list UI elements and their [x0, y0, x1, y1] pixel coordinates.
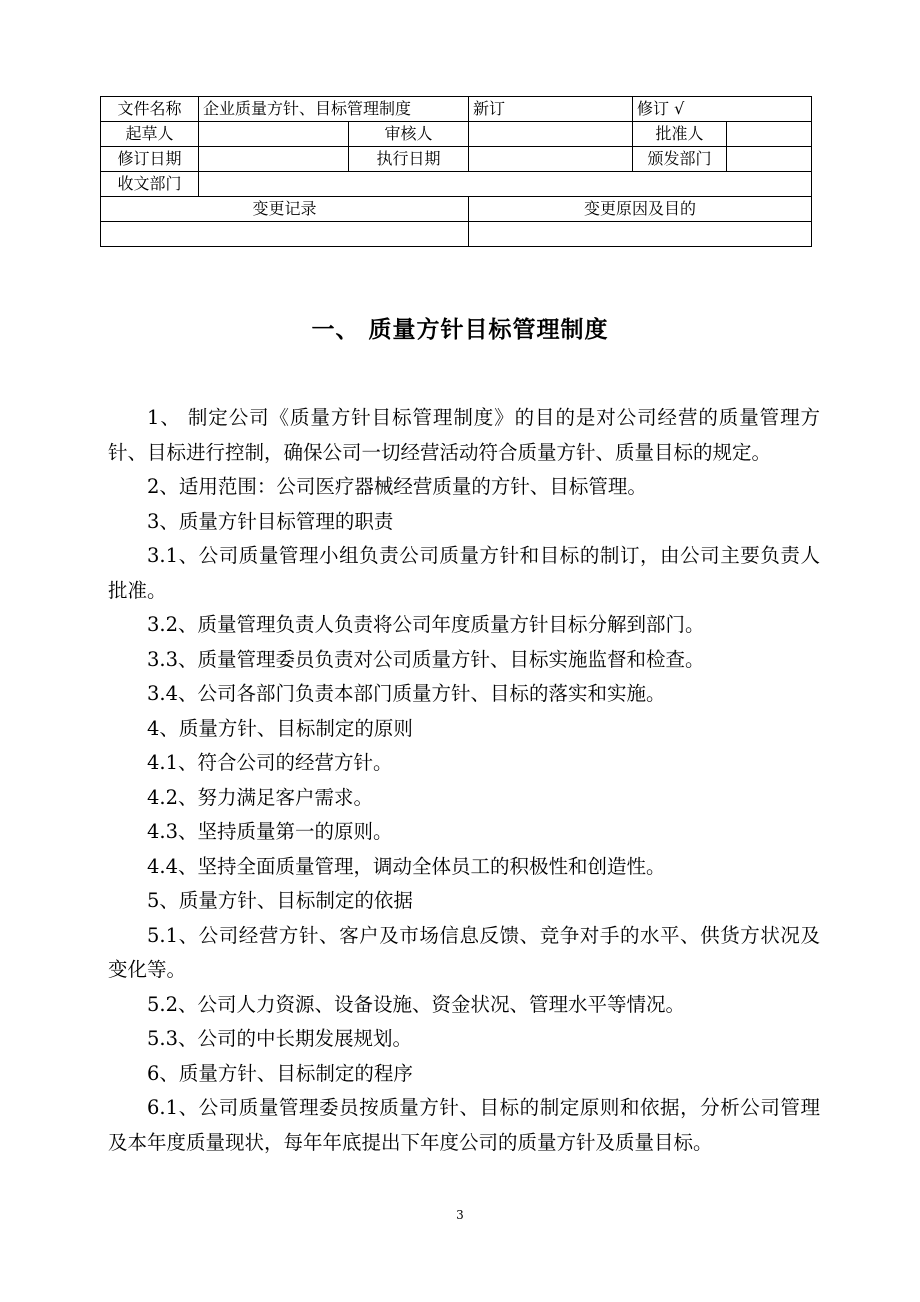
issue-dept-value: [727, 147, 812, 172]
change-record-value: [101, 222, 469, 247]
table-row: [101, 172, 812, 197]
document-body: [108, 401, 820, 1160]
paragraph: 3.4、公司各部门负责本部门质量方针、目标的落实和实施。: [147, 682, 666, 705]
change-reason-value: [469, 222, 812, 247]
paragraph: 3、质量方针目标管理的职责: [147, 509, 394, 533]
page-number: 3: [456, 1208, 464, 1222]
paragraph: 3.2、质量管理负责人负责将公司年度质量方针目标分解到部门。: [147, 613, 705, 636]
paragraph: 5.3、公司的中长期发展规划。: [147, 1027, 413, 1050]
file-name-value: 企业质量方针、目标管理制度: [199, 97, 469, 122]
approver-value: [727, 122, 812, 147]
reviewer-value: [469, 122, 633, 147]
exec-date-label: 执行日期: [349, 147, 469, 172]
drafter-value: [199, 122, 349, 147]
drafter-label: 起草人: [101, 122, 199, 147]
paragraph: 5.1、公司经营方针、客户及市场信息反馈、竞争对手的水平、供货方状况及变化等。: [108, 923, 820, 981]
paragraph: 2、适用范围：公司医疗器械经营质量的方针、目标管理。: [147, 475, 647, 498]
paragraph: 5.2、公司人力资源、设备设施、资金状况、管理水平等情况。: [147, 992, 686, 1016]
exec-date-value: [469, 147, 633, 172]
file-name-label: 文件名称: [101, 97, 199, 122]
revise-date-value: [199, 147, 349, 172]
change-reason-label: 变更原因及目的: [469, 197, 812, 222]
paragraph: 6.1、公司质量管理委员按质量方针、目标的制定原则和依据，分析公司管理及本年度质量现状，每年年底提出下年度公司的质量方针及质量目标。: [108, 1096, 820, 1154]
receive-dept-label: 收文部门: [101, 172, 199, 197]
change-record-label: 变更记录: [101, 197, 469, 222]
paragraph: 3.1、公司质量管理小组负责公司质量方针和目标的制订，由公司主要负责人批准。: [108, 544, 820, 602]
new-label: 新订: [469, 97, 633, 122]
paragraph: 4.1、符合公司的经营方针。: [147, 751, 393, 774]
table-row: [101, 222, 812, 247]
paragraph: 4.3、坚持质量第一的原则。: [147, 820, 393, 843]
document-control-table: [100, 96, 812, 247]
paragraph: 4.4、坚持全面质量管理，调动全体员工的积极性和创造性。: [147, 854, 666, 878]
table-row: [101, 197, 812, 222]
paragraph: 5、质量方针、目标制定的依据: [147, 889, 413, 912]
paragraph: 1、 制定公司《质量方针目标管理制度》的目的是对公司经营的质量管理方针、目标进行控制，确保公司一切经营活动符合质量方针、质量目标的规定。: [108, 406, 820, 464]
table-row: [101, 97, 812, 122]
issue-dept-label: 颁发部门: [633, 147, 727, 172]
reviewer-label: 审核人: [349, 122, 469, 147]
revise-date-label: 修订日期: [101, 147, 199, 172]
paragraph: 4.2、努力满足客户需求。: [147, 785, 374, 809]
paragraph: 4、质量方针、目标制定的原则: [147, 716, 413, 740]
paragraph: 6、质量方针、目标制定的程序: [147, 1061, 413, 1085]
paragraph: 3.3、质量管理委员负责对公司质量方针、目标实施监督和检查。: [147, 647, 705, 671]
table-row: [101, 147, 812, 172]
revise-label: 修订 √: [633, 97, 812, 122]
approver-label: 批准人: [633, 122, 727, 147]
page-title: 一、 质量方针目标管理制度: [311, 317, 609, 343]
table-row: [101, 122, 812, 147]
receive-dept-value: [199, 172, 812, 197]
